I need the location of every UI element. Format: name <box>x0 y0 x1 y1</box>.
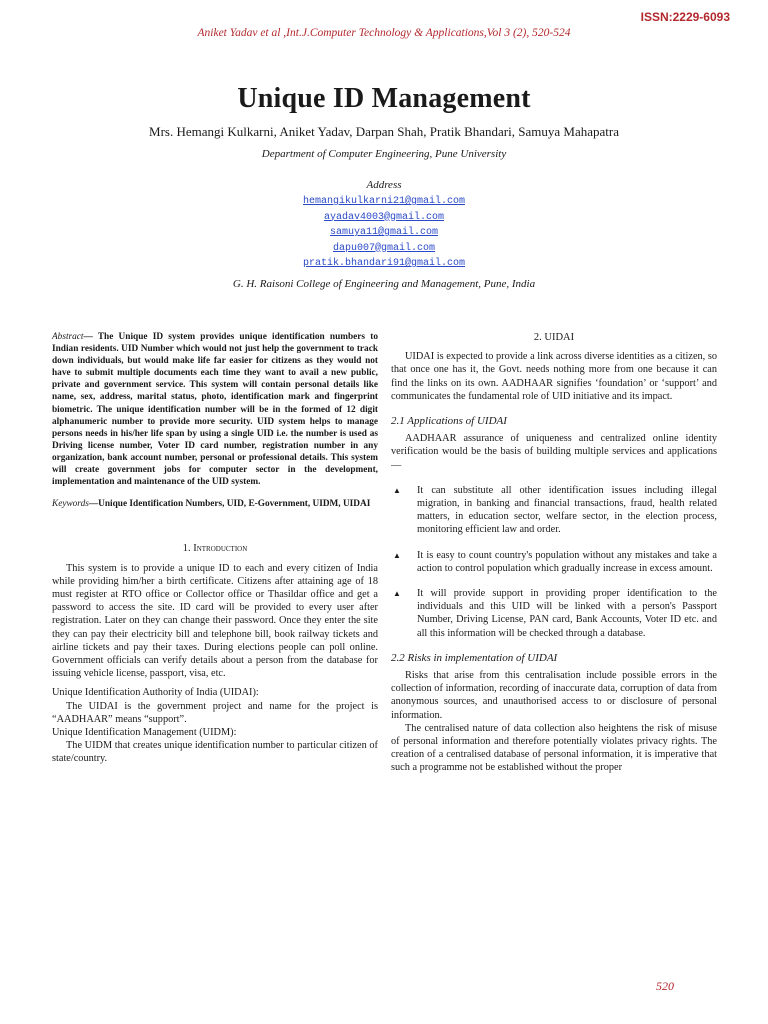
issn-label: ISSN:2229-6093 <box>640 10 730 24</box>
abstract-label: Abstract <box>52 332 84 342</box>
triangle-bullet-icon: ▲ <box>393 589 401 599</box>
section-heading-uidai: 2. UIDAI <box>533 332 575 343</box>
college-affiliation: G. H. Raisoni College of Engineering and Management, Pune, India <box>232 278 536 290</box>
subsection-heading-applications: 2.1 Applications of UIDAI <box>391 415 507 428</box>
bullet-text: It is easy to count country's population without any mistakes and take a action to control population which gradually increase in excess amount. <box>417 549 717 574</box>
triangle-bullet-icon: ▲ <box>393 485 401 495</box>
email-link[interactable]: ayadav4003@gmail.com <box>323 211 445 223</box>
email-list <box>0 194 768 272</box>
uidai-intro-paragraph: UIDAI is expected to provide a link across diverse identities as a citizen, so that once one has it, the Govt. needs nothing more from one because it can find the links on its own. AADHAAR signifies ‘foundation’ or ‘support’ and communicates the fundamental role of UID initiative and its impact. <box>391 351 717 402</box>
risks-paragraph: Risks that arise from this centralisation include possible errors in the collection of information, recording of inaccurate data, corruption of data from anonymous sources, and unauthorised access to or disclosure of personal information. <box>391 670 717 721</box>
email-link[interactable]: dapu007@gmail.com <box>332 242 436 254</box>
email-link[interactable]: hemangikulkarni21@gmail.com <box>302 196 466 207</box>
bullet-text: It can substitute all other identification issues including illegal migration, in banking and financial transactions, fraud, health related matters, in education sector, welfare sector, in the election process, monitoring efficient law and order. <box>417 484 717 536</box>
keywords-text: —Unique Identification Numbers, UID, E-Government, UIDM, UIDAI <box>88 499 371 510</box>
uidm-definition-text: The UIDM that creates unique identification number to particular citizen of state/country. <box>52 740 378 765</box>
email-link[interactable]: samuya11@gmail.com <box>329 227 439 238</box>
running-header: Aniket Yadav et al ,Int.J.Computer Technology & Applications,Vol 3 (2), 520-524 <box>197 27 571 39</box>
right-column <box>391 331 717 775</box>
uidm-definition-heading: Unique Identification Management (UIDM): <box>52 726 237 738</box>
keywords-label: Keywords <box>52 499 89 510</box>
risks-paragraph: The centralised nature of data collection also heightens the risk of misuse of personal information and therefore potentially violates privacy rights. The creation of a centralised database of personal information, it is imperative that such a programme not be established without the proper <box>391 722 717 774</box>
paper-title: Unique ID Management <box>237 83 531 114</box>
department: Department of Computer Engineering, Pune University <box>261 148 507 160</box>
subsection-heading-risks: 2.2 Risks in implementation of UIDAI <box>391 651 558 664</box>
applications-paragraph: AADHAAR assurance of uniqueness and centralized online identity verification would be the basis of building multiple services and applications — <box>391 433 717 471</box>
list-item <box>391 484 717 537</box>
abstract-text: — The Unique ID system provides unique identification numbers to Indian residents. UID Number which would not just help the government to track down individuals, but would make life far easier for citizens as they would not have to submit multiple documents each time they want to avail a new public, private and government service. This system will contain personal details like name, sex, address, marital status, photo, identification mark and fingerprint biometric. The unique identification number will be in the formed of 12 digit alphanumeric number to provide more security. UID system helps to manage persons needs in his/her life span by using a single UID i.e. the number is used as Driving license number, Voter ID card number, registration number in any organization, bank account number, personal or professional details. This system will create government jobs for computer sector in the development, implementation and maintenance of the UID system. <box>52 332 378 488</box>
email-link[interactable]: pratik.bhandari91@gmail.com <box>302 258 466 269</box>
author-list: Mrs. Hemangi Kulkarni, Aniket Yadav, Darpan Shah, Pratik Bhandari, Samuya Mahapatra <box>149 124 619 139</box>
left-column <box>52 331 378 766</box>
page-number: 520 <box>656 979 674 993</box>
list-item <box>391 549 717 575</box>
address-heading: Address <box>366 179 402 191</box>
triangle-bullet-icon: ▲ <box>393 550 401 560</box>
bullet-text: It will provide support in providing proper identification to the individuals and this UID will be linked with a person's Passport Number, Driving License, PAN card, Bank Accounts, Voter ID etc. and all this information will be checked through a database. <box>417 588 717 639</box>
section-heading-introduction: 1. Introduction <box>182 543 248 555</box>
list-item <box>391 587 717 640</box>
introduction-paragraph: This system is to provide a unique ID to each and every citizen of India while providing him/her a birth certificate. Citizens after attaining age of 18 must register at RTO office or Collector office or Thasildar office and get a password to access the site. ID card will be provided to every user after registration. Later on they can change their password. Once they enter the site they can pay their electricity bill and telephone bill, book railway tickets and airline tickets and pay their taxes. During elections people can poll online. Government officials can verify details about a person from the database for issuing vehicle license, passport, visa, etc. <box>52 562 378 680</box>
uidai-definition-heading: Unique Identification Authority of India (UIDAI): <box>52 687 259 699</box>
uidai-definition-text: The UIDAI is the government project and name for the project is “AADHAAR” means “support”. <box>52 700 378 725</box>
abstract <box>52 331 378 488</box>
keywords <box>52 498 378 510</box>
